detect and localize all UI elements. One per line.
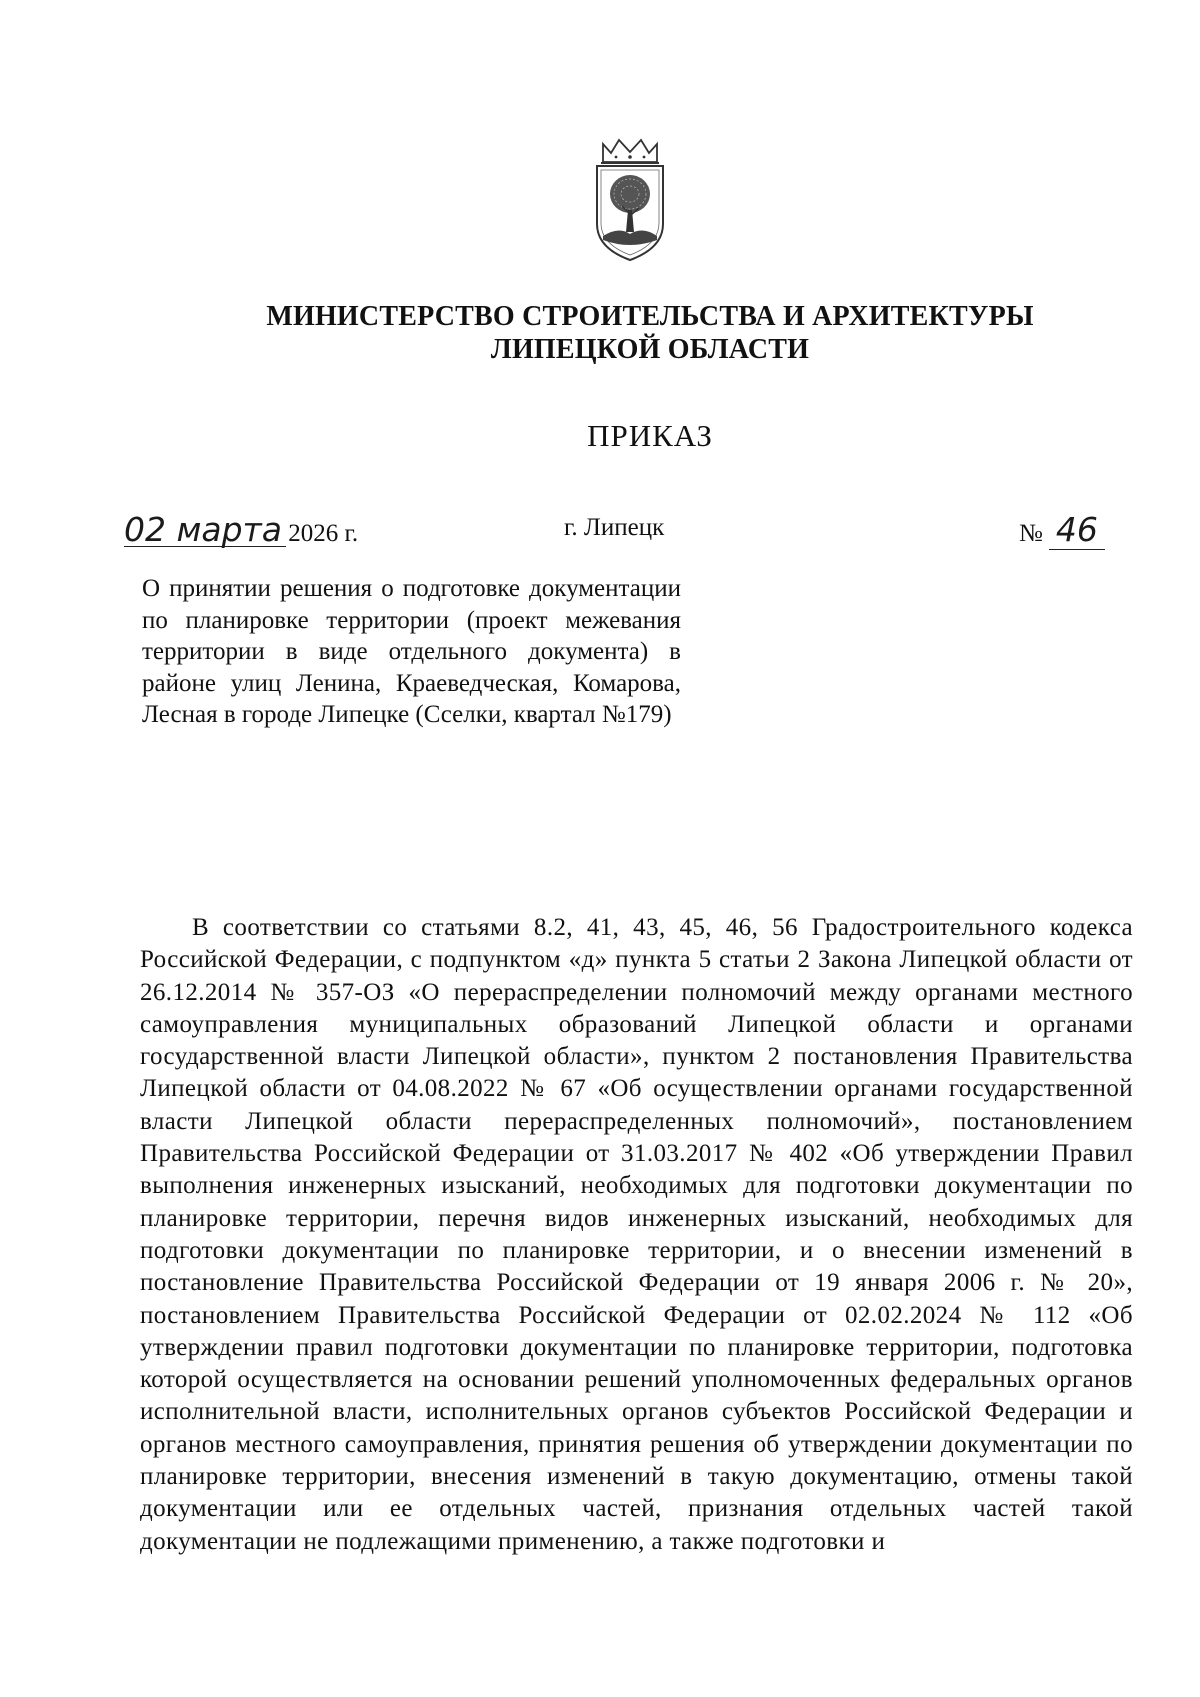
document-date bbox=[124, 510, 358, 549]
document-number bbox=[1019, 510, 1105, 550]
body-paragraph: В соответствии со статьями 8.2, 41, 43, 45, 46, 56 Градостроительного кодекса Российской Федерации, с подпунктом «д» пункта 5 статьи 2 Закона Липецкой области от 26.12.2014 № 357-ОЗ «О перераспределении полномочий между органами местного самоуправления муниципальных образований Липецкой области и органами государственной власти Липецкой области», пунктом 2 постановления Правительства Липецкой области от 04.08.2022 № 67 «Об осуществлении органами государственной власти Липецкой области перераспределенных полномочий», постановлением Правительства Российской Федерации от 31.03.2017 № 402 «Об утверждении Правил выполнения инженерных изысканий, необходимых для подготовки документации по планировке территории, перечня видов инженерных изысканий, необходимых для подготовки документации по планировке территории, и о внесении изменений в постановление Правительства Российской Федерации от 19 января 2006 г. № 20», постановлением Правительства Российской Федерации от 02.02.2024 № 112 «Об утверждении правил подготовки документации по планировке территории, подготовка которой осуществляется на основании решений уполномоченных федеральных органов исполнительной власти, исполнительных органов субъектов Российской Федерации и органов местного самоуправления, принятия решения об утверждении документации по планировке территории, внесения изменений в такую документацию, отмены такой документации или ее отдельных частей, признания отдельных частей такой документации не подлежащими применению, а также подготовки и bbox=[140, 914, 1133, 1555]
handwritten-number: 46 bbox=[1049, 510, 1105, 550]
document-type-title: ПРИКАЗ bbox=[587, 418, 713, 453]
number-label: № bbox=[1019, 520, 1043, 547]
handwritten-date: 02 марта bbox=[124, 510, 282, 549]
coat-of-arms-icon bbox=[589, 136, 671, 264]
order-subject: О принятии решения о подготовке документации по планировке территории (проект межевания территории в виде отдельного документа) в районе улиц Ленина, Краеведческая, Комарова, Лесная в городе Липецке (Сселки, квартал №179) bbox=[142, 575, 681, 728]
ministry-name-line2: ЛИПЕЦКОЙ ОБЛАСТИ bbox=[490, 334, 810, 365]
ministry-name bbox=[150, 300, 1150, 366]
date-year: 2026 г. bbox=[288, 520, 359, 547]
ministry-name-line1: МИНИСТЕРСТВО СТРОИТЕЛЬСТВА И АРХИТЕКТУРЫ bbox=[266, 301, 1034, 332]
document-city: г. Липецк bbox=[564, 514, 665, 541]
